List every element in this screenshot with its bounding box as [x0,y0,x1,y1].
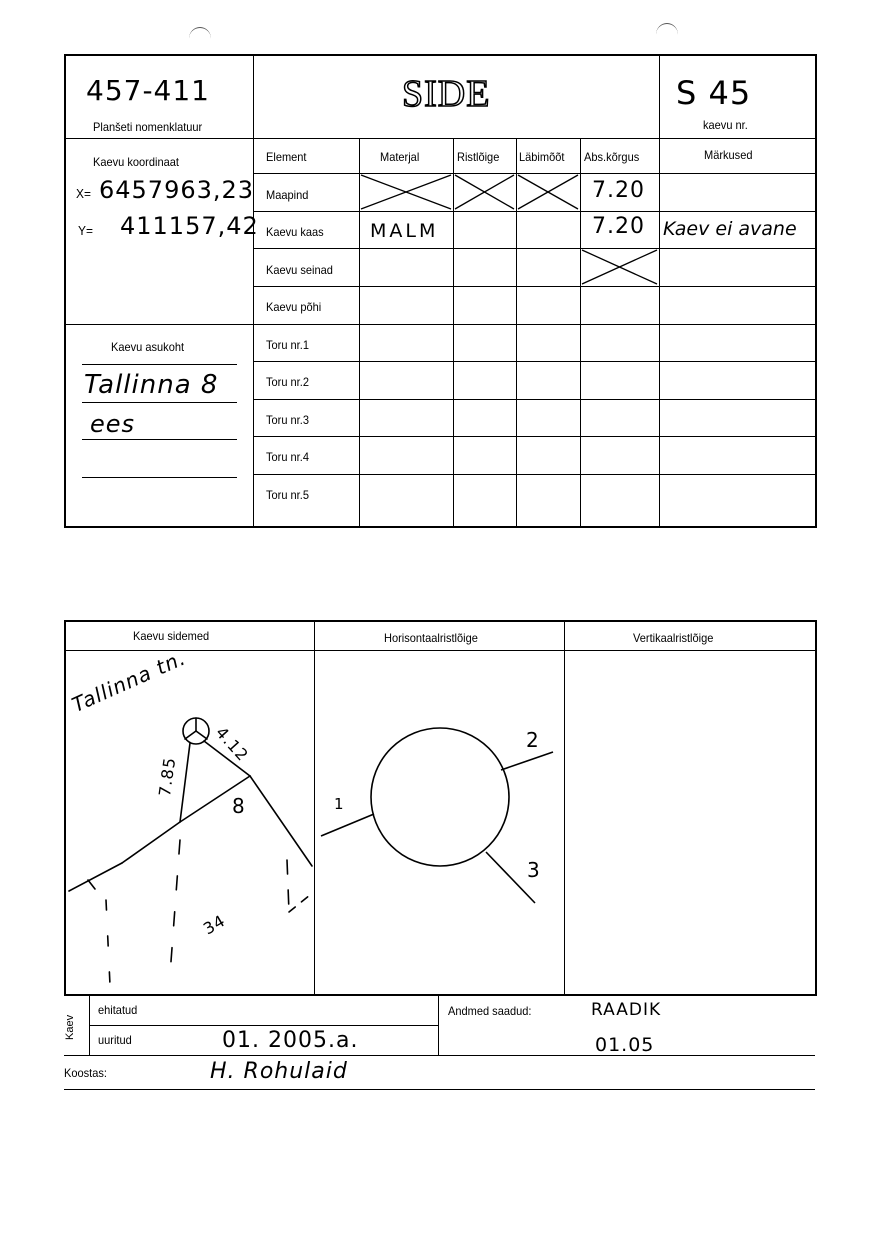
divider [64,1089,815,1090]
coordinate-x-value: 6457963,23 [99,176,255,204]
sheet-nomenclature-label: Planšeti nomenklatuur [93,120,203,134]
sheet-nomenclature-value: 457-411 [86,74,210,107]
data-date-value: 01.05 [595,1034,655,1056]
sketch-distance-d: 34 [200,910,229,939]
compiled-by-value: H. Rohulaid [210,1059,348,1084]
row-element: Maapind [266,188,309,202]
data-received-label: Andmed saadud: [448,1004,532,1018]
sketch-distance-b: 4.12 [211,723,253,766]
header-diameter: Läbimõõt [519,150,565,164]
divider [89,1025,438,1026]
divider [438,996,439,1055]
header-connections: Kaevu sidemed [133,629,210,643]
well-number-value: S 45 [676,74,752,112]
surveyed-label: uuritud [98,1033,132,1047]
divider [89,996,90,1055]
row-element: Kaevu kaas [266,225,324,239]
row-element: Toru nr.4 [266,450,309,464]
page-title: SIDE [402,73,491,115]
header-element: Element [266,150,307,164]
location-line-1: Tallinna 8 [84,370,219,400]
footer-side-label: Kaev [64,1014,76,1040]
sketch-distance-a: 7.85 [155,755,180,798]
compiled-label: Koostas: [64,1066,107,1080]
header-abs-height: Abs.kõrgus [584,150,640,164]
surveyed-value: 01. 2005.a. [222,1028,359,1053]
coordinates-label: Kaevu koordinaat [93,155,179,169]
coordinate-y-value: 411157,42 [120,212,259,240]
pipe-label-1: 1 [334,795,345,813]
header-material: Materjal [380,150,420,164]
sketch-street-label: Tallinna tn. [68,645,190,717]
row-element: Kaevu põhi [266,300,322,314]
pipe-label-2: 2 [526,728,540,752]
row-element: Kaevu seinad [266,263,333,277]
built-label: ehitatud [98,1003,138,1017]
pipe-label-3: 3 [527,858,541,882]
divider [64,1055,815,1056]
coordinate-x-prefix: X= [76,186,91,201]
location-label: Kaevu asukoht [111,340,185,354]
header-horizontal-section: Horisontaalristlõige [384,631,478,645]
well-number-label: kaevu nr. [703,118,748,132]
header-vertical-section: Vertikaalristlõige [633,631,714,645]
row-material: MALM [370,220,439,242]
row-abs-height: 7.20 [592,214,645,239]
row-notes: Kaev ei avane [663,218,797,240]
row-abs-height: 7.20 [592,178,645,203]
row-element: Toru nr.1 [266,338,309,352]
coordinate-y-prefix: Y= [78,223,93,238]
header-cross-section: Ristlõige [457,150,500,164]
row-element: Toru nr.3 [266,413,309,427]
header-notes: Märkused [704,148,753,162]
row-element: Toru nr.5 [266,488,309,502]
sketch-distance-c: 8 [232,794,246,818]
row-element: Toru nr.2 [266,375,309,389]
location-line-2: ees [90,410,136,438]
data-source-value: RAADIK [591,1000,662,1020]
